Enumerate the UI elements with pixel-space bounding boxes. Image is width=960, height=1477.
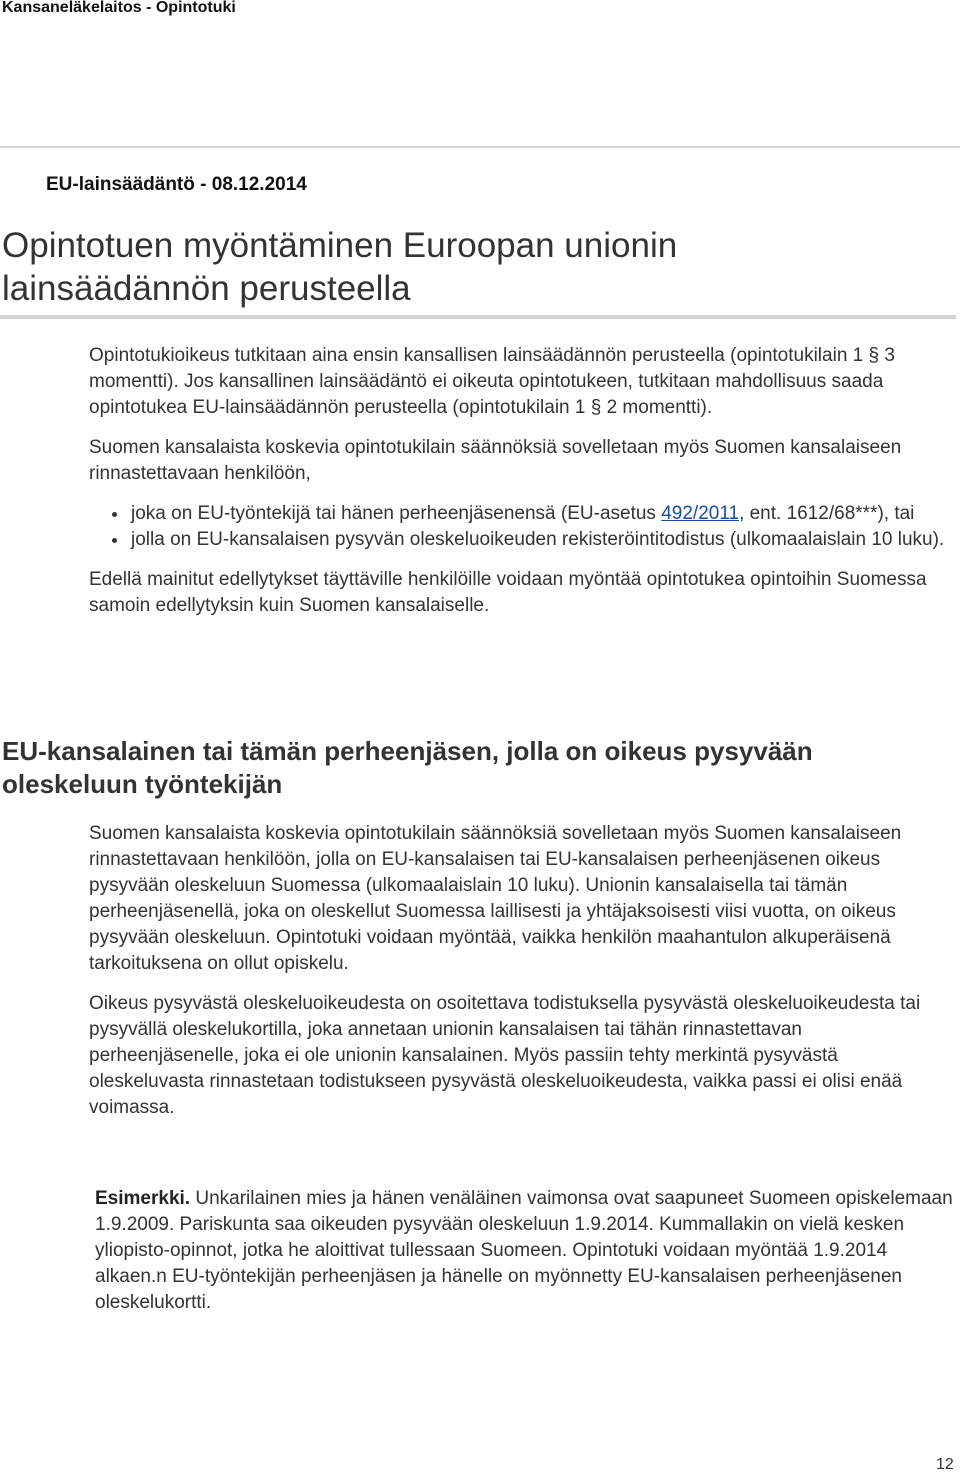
title-divider: [0, 315, 956, 319]
intro-paragraph-3: Edellä mainitut edellytykset täyttäville henkilöille voidaan myöntää opintotukea opintoihin Suomessa samoin edellytyksin kuin Suomen kansalaiselle.: [89, 569, 927, 616]
list-item-text: joka on EU-työntekijä tai hänen perheenjäsenensä (EU-asetus: [131, 503, 662, 524]
intro-paragraph-2: Suomen kansalaista koskevia opintotukilain säännöksiä sovelletaan myös Suomen kansalaiseen rinnastettavaan henkilöön,: [89, 437, 902, 484]
list-item-text: , ent. 1612/68***), tai: [739, 503, 915, 524]
eu-section-body: [89, 821, 947, 1135]
section-paragraph-1: Suomen kansalaista koskevia opintotukilain säännöksiä sovelletaan myös Suomen kansalaiseen rinnastettavaan henkilöön, jolla on EU-kansalaisen tai EU-kansalaisen perheenjäsenen oikeus pysyvään oleskeluun Suomessa (ulkomaalaislain 10 luku). Unionin kansalaisella tai tämän perheenjäsenellä, joka on oleskellut Suomessa laillisesti ja yhtäjaksoisesti viisi vuotta, on oikeus pysyvään oleskeluun. Opintotuki voidaan myöntää, vaikka henkilön maahantulon alkuperäisenä tarkoituksena on ollut opiskelu.: [89, 823, 902, 974]
page-title-line1: Opintotuen myöntäminen Euroopan unionin: [2, 226, 678, 265]
eligibility-list: [89, 501, 947, 553]
section-paragraph-2: Oikeus pysyvästä oleskeluoikeudesta on osoitettava todistuksella pysyvästä oleskeluoikeudesta tai pysyvällä oleskelukortilla, joka annetaan unionin kansalaisen tai tähän rinnastettavan perheenjäsenelle, joka ei ole unionin kansalainen. Myös passiin tehty merkintä pysyvästä oleskeluvasta rinnastetaan todistukseen pysyvästä oleskeluoikeudesta, vaikka passi ei olisi enää voimassa.: [89, 993, 921, 1118]
intro-paragraph-1: Opintotukioikeus tutkitaan aina ensin kansallisen lainsäädännön perusteella (opintotukilain 1 § 3 momentti). Jos kansallinen lainsäädäntö ei oikeuta opintotukeen, tutkitaan mahdollisuus saada opintotukea EU-lainsäädännön perusteella (opintotukilain 1 § 2 momentti).: [89, 345, 895, 418]
regulation-link[interactable]: 492/2011: [661, 503, 740, 524]
section-kicker: EU-lainsäädäntö - 08.12.2014: [46, 174, 307, 195]
intro-section: [89, 343, 947, 633]
example-label: Esimerkki.: [95, 1188, 191, 1209]
page-title: [2, 224, 952, 310]
site-title: Kansaneläkelaitos - Opintotuki: [2, 0, 236, 16]
header-divider: [0, 146, 960, 148]
section-heading: EU-kansalainen tai tämän perheenjäsen, jolla on oikeus pysyvään oleskeluun työntekijän: [2, 736, 813, 799]
example-box: [95, 1186, 953, 1316]
list-item: [131, 501, 947, 527]
page-title-line2: lainsäädännön perusteella: [2, 269, 411, 308]
list-item: jolla on EU-kansalaisen pysyvän oleskeluoikeuden rekisteröintitodistus (ulkomaalaislain 10 luku).: [131, 527, 947, 553]
example-text: Unkarilainen mies ja hänen venäläinen vaimonsa ovat saapuneet Suomeen opiskelemaan 1.9.2009. Pariskunta saa oikeuden pysyvään oleskeluun 1.9.2014. Kummallakin on vielä kesken yliopisto-opinnot, jotka he aloittivat tullessaan Suomeen. Opintotuki voidaan myöntää 1.9.2014 alkaen.n EU-työntekijän perheenjäsen ja hänelle on myönnetty EU-kansalaisen perheenjäsenen oleskelukortti.: [95, 1188, 953, 1313]
page-number: 12: [936, 1456, 954, 1473]
